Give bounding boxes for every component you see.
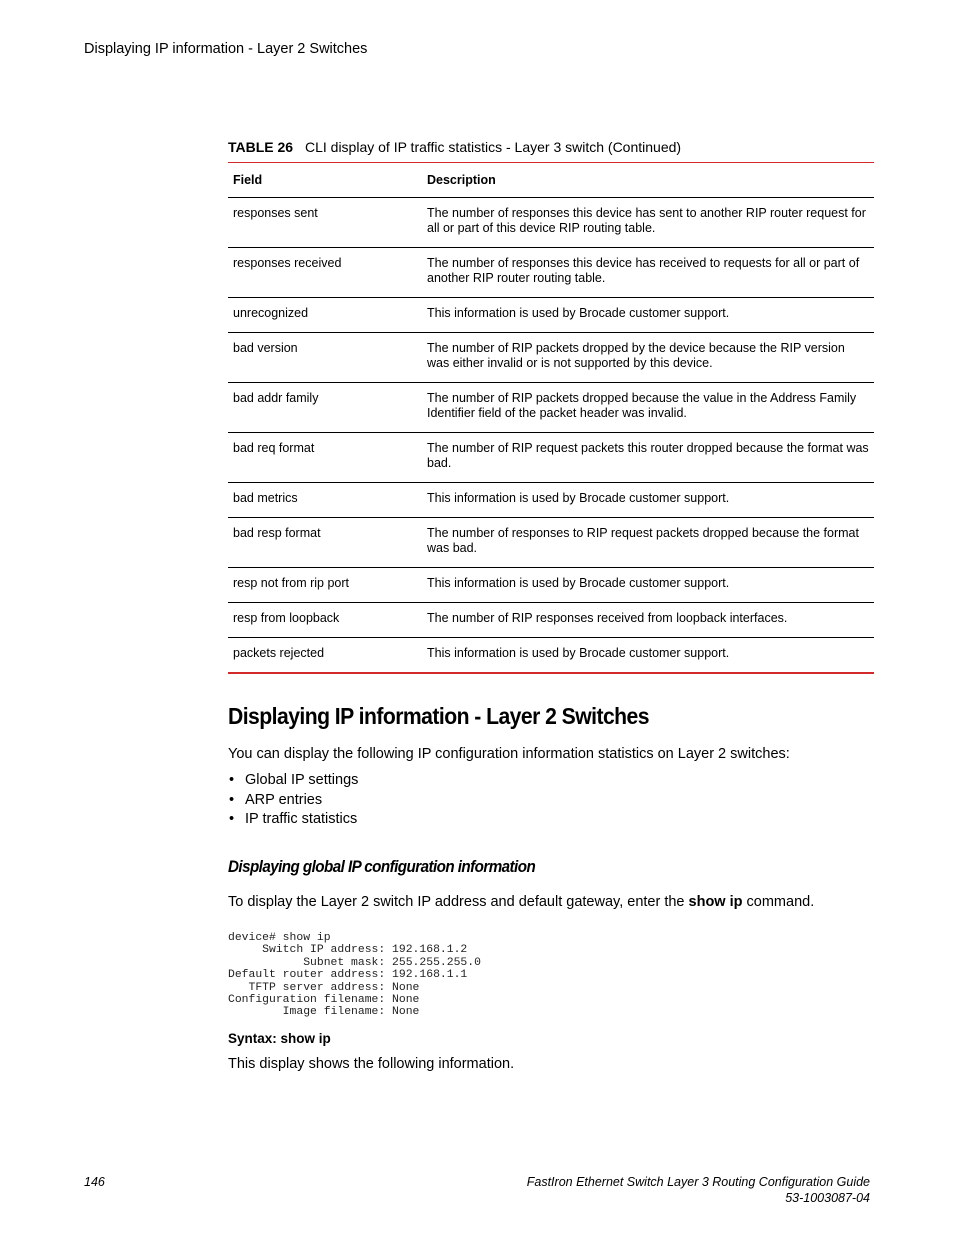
running-header: Displaying IP information - Layer 2 Switches — [84, 41, 368, 57]
syntax-line: Syntax: show ip — [228, 1031, 331, 1046]
description-cell: The number of RIP request packets this router dropped because the format was bad. — [427, 441, 869, 470]
field-cell: bad resp format — [233, 526, 321, 540]
table-header-row — [228, 163, 874, 198]
table-row — [228, 603, 874, 638]
field-description-table — [228, 162, 874, 674]
command-name: show ip — [688, 894, 743, 910]
page-number: 146 — [84, 1175, 105, 1189]
description-cell: This information is used by Brocade customer support. — [427, 491, 730, 505]
instruction-text-after: command. — [742, 894, 815, 910]
list-item: • Global IP settings — [228, 772, 358, 792]
field-cell: unrecognized — [233, 306, 309, 320]
footer-doc-info — [527, 1175, 870, 1206]
table-caption — [228, 139, 681, 155]
description-cell: This information is used by Brocade customer support. — [427, 576, 730, 590]
section-intro: You can display the following IP configuration information statistics on Layer 2 switches: — [228, 746, 790, 762]
column-header-description: Description — [427, 172, 496, 187]
field-cell: bad version — [233, 341, 298, 355]
description-cell: The number of responses this device has sent to another RIP router request for all or part of this device RIP routing table. — [427, 206, 866, 235]
table-row — [228, 333, 874, 383]
list-item: • IP traffic statistics — [228, 811, 358, 831]
table-row — [228, 483, 874, 518]
table-row — [228, 433, 874, 483]
table-row — [228, 248, 874, 298]
description-cell: The number of responses this device has received to requests for all or part of another RIP router routing table. — [427, 256, 860, 285]
field-cell: responses sent — [233, 206, 318, 220]
column-header-field: Field — [233, 172, 263, 187]
table-number: TABLE 26 — [228, 139, 294, 155]
field-cell: bad req format — [233, 441, 315, 455]
field-cell: packets rejected — [233, 646, 325, 660]
field-cell: resp not from rip port — [233, 576, 350, 590]
table-row — [228, 568, 874, 603]
field-cell: bad addr family — [233, 391, 319, 405]
table-row — [228, 638, 874, 673]
instruction-paragraph — [228, 894, 814, 910]
description-cell: This information is used by Brocade customer support. — [427, 646, 730, 660]
field-cell: responses received — [233, 256, 342, 270]
section-heading: Displaying IP information - Layer 2 Switches — [228, 703, 649, 729]
table-row — [228, 298, 874, 333]
subsection-heading: Displaying global IP configuration information — [228, 858, 536, 876]
closing-paragraph: This display shows the following information. — [228, 1056, 515, 1072]
instruction-text-before: To display the Layer 2 switch IP address and default gateway, enter the — [228, 894, 689, 910]
doc-number: 53-1003087-04 — [785, 1190, 870, 1205]
bullet-list — [228, 772, 358, 831]
description-cell: The number of RIP packets dropped because the value in the Address Family Identifier field of the packet header was invalid. — [427, 391, 857, 420]
table-row — [228, 198, 874, 248]
list-item: • ARP entries — [228, 792, 358, 812]
table-row — [228, 518, 874, 568]
field-cell: resp from loopback — [233, 611, 340, 625]
table-caption-text: CLI display of IP traffic statistics - Layer 3 switch (Continued) — [304, 139, 682, 155]
doc-title: FastIron Ethernet Switch Layer 3 Routing Configuration Guide — [526, 1175, 870, 1189]
description-cell: This information is used by Brocade customer support. — [427, 306, 730, 320]
description-cell: The number of RIP responses received from loopback interfaces. — [427, 611, 788, 625]
description-cell: The number of RIP packets dropped by the device because the RIP version was either invalid or is not supported by this device. — [427, 341, 845, 370]
table-row — [228, 383, 874, 433]
description-cell: The number of responses to RIP request packets dropped because the format was bad. — [427, 526, 859, 555]
field-cell: bad metrics — [233, 491, 298, 505]
cli-output-block: device# show ip Switch IP address: 192.168.1.2 Subnet mask: 255.255.255.0 Default router address: 192.168.1.1 TFTP server address: None Configuration filename: None Image filename: None — [228, 932, 481, 1019]
